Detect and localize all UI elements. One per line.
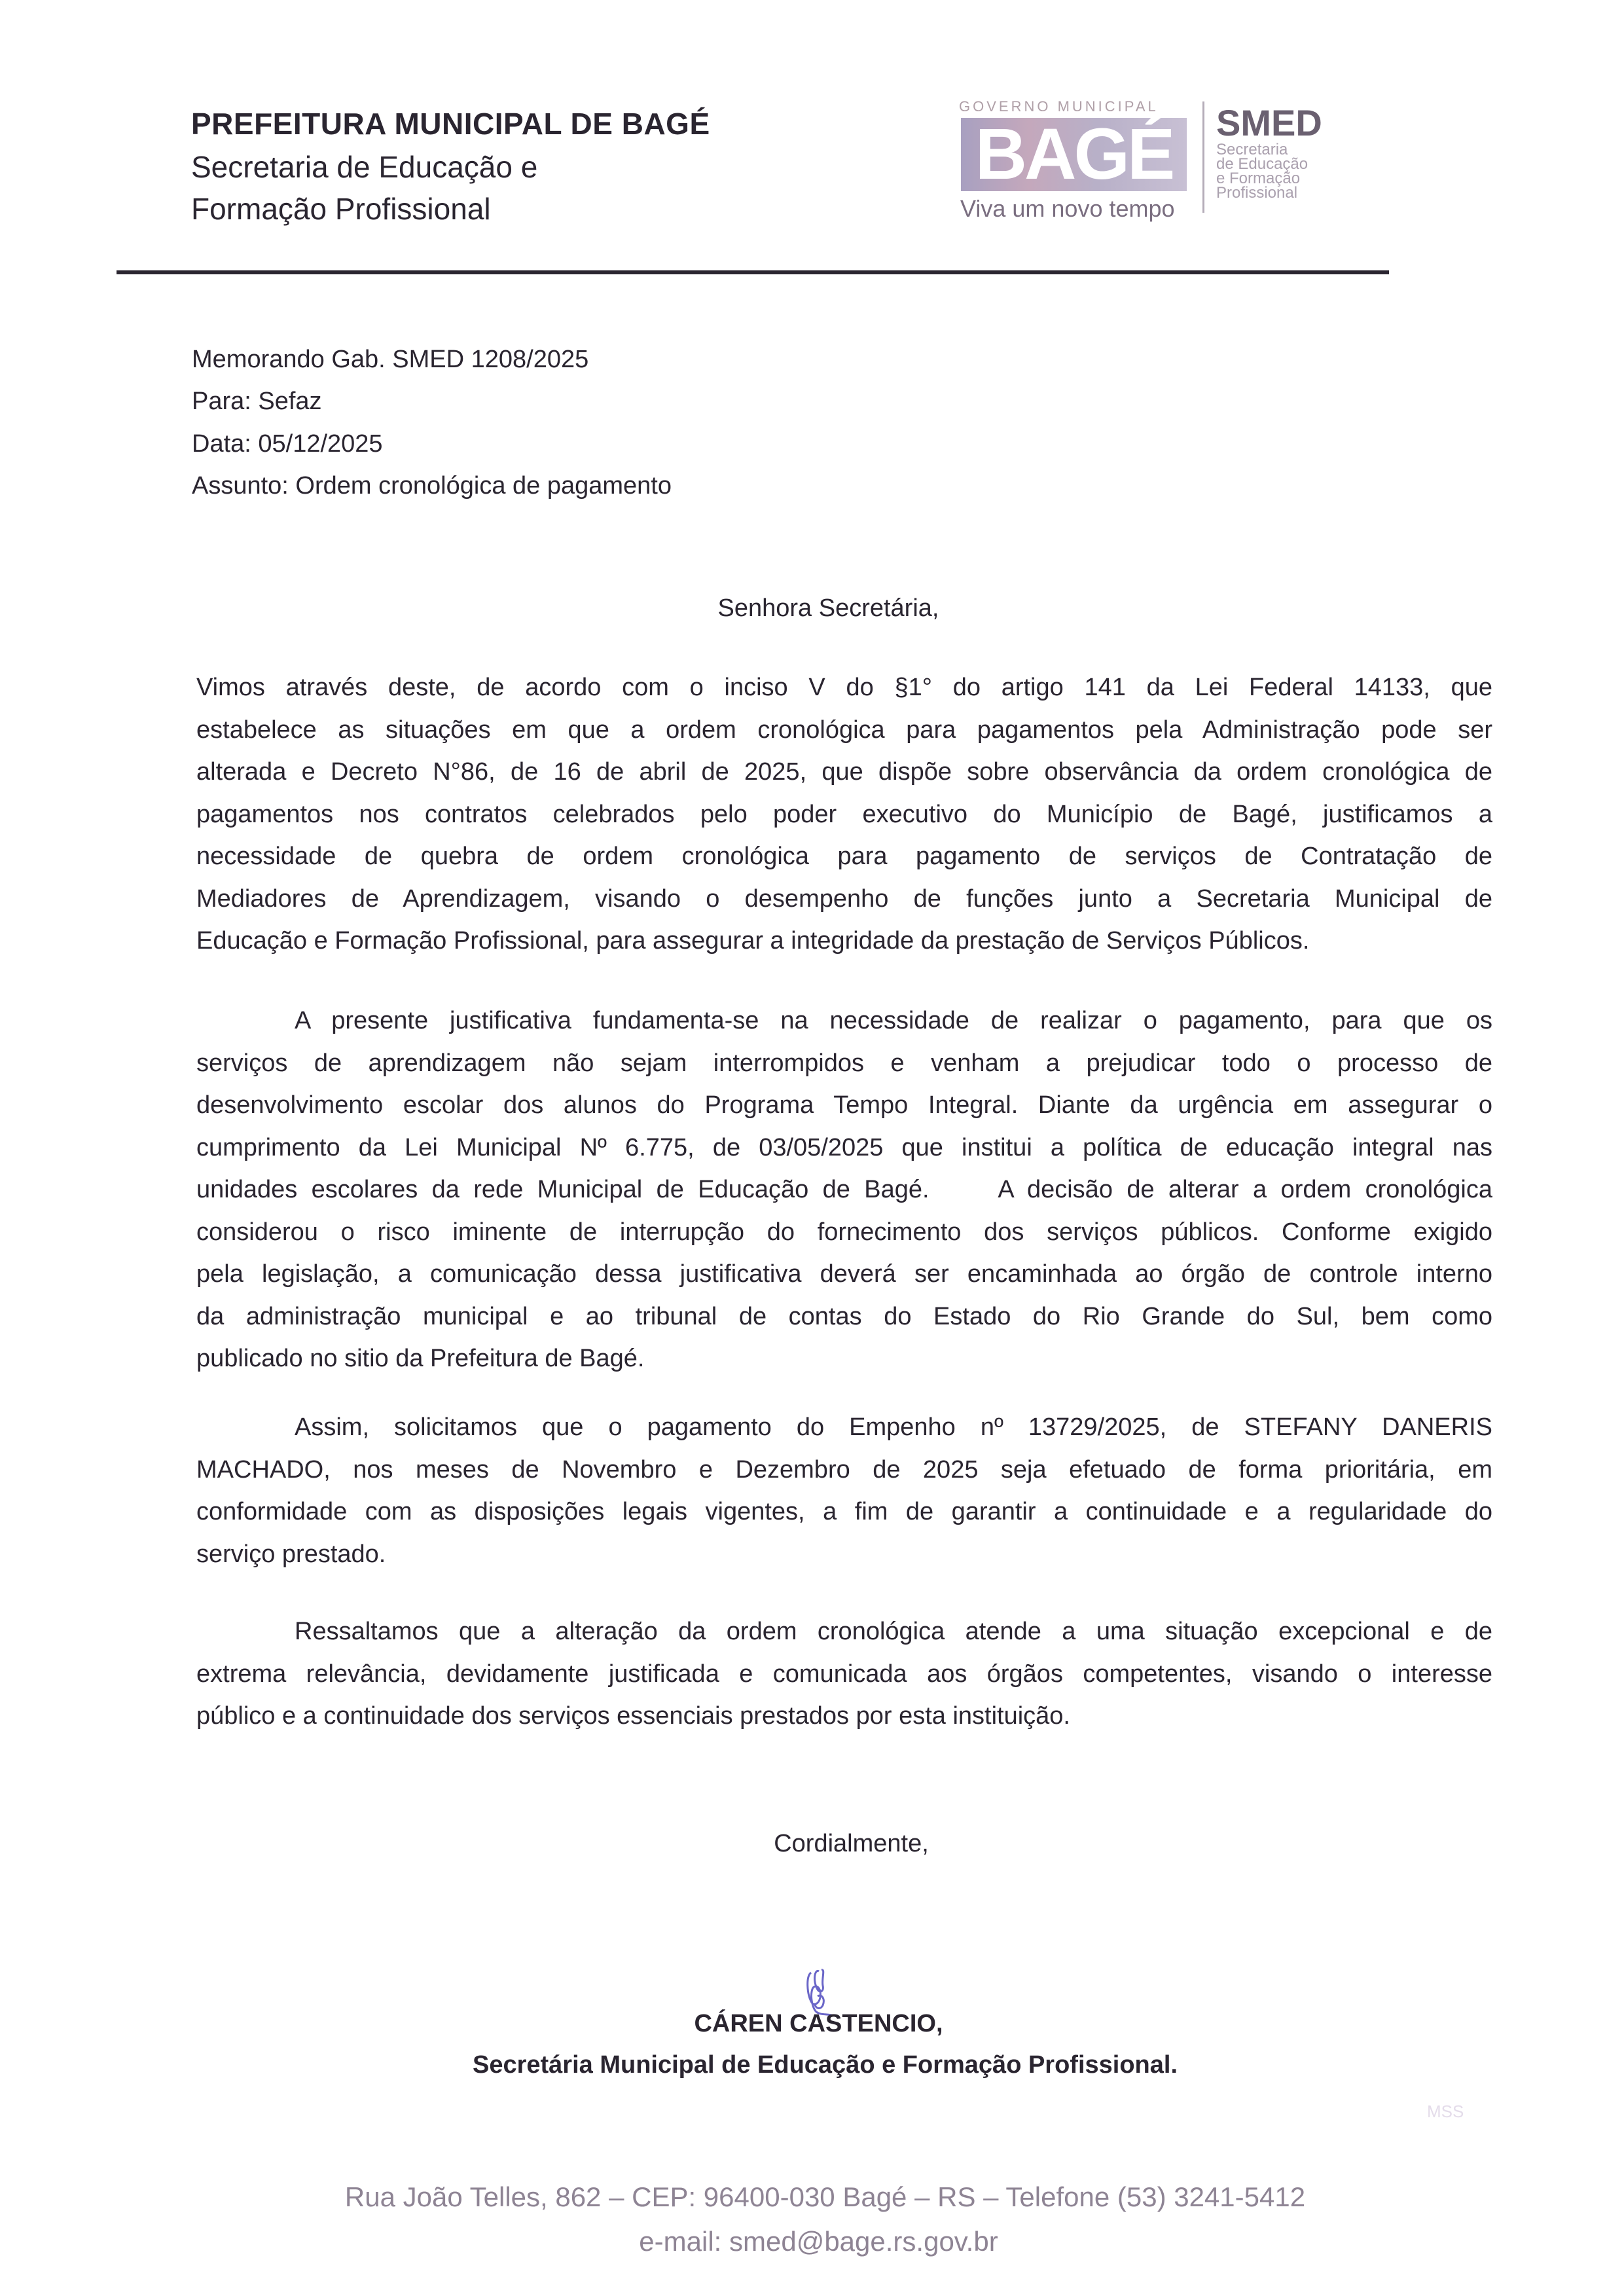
paragraph-line: conformidade com as disposições legais vigentes, a fim de garantir a continuidade e a regularidade do xyxy=(196,1498,1492,1525)
department-name-line2: Formação Profissional xyxy=(191,192,491,226)
paragraph-line: publicado no sitio da Prefeitura de Bagé. xyxy=(196,1345,645,1372)
paragraph-line: público e a continuidade dos serviços essenciais prestados por esta instituição. xyxy=(196,1702,1070,1730)
paragraph-line: Ressaltamos que a alteração da ordem cronológica atende a uma situação excepcional e de xyxy=(295,1618,1492,1645)
paragraph-line: serviço prestado. xyxy=(196,1540,386,1568)
paragraph-line: da administração municipal e ao tribunal de contas do Estado do Rio Grande do Sul, bem como xyxy=(196,1302,1492,1330)
paragraph-line: A presente justificativa fundamenta-se na necessidade de realizar o pagamento, para que os xyxy=(295,1007,1492,1034)
smed-sub-line: Secretaria xyxy=(1216,141,1288,158)
paragraph-line: Assim, solicitamos que o pagamento do Empenho nº 13729/2025, de STEFANY DANERIS xyxy=(295,1413,1492,1441)
smed-sub-line: e Formação xyxy=(1216,170,1301,187)
memo-date: Data: 05/12/2025 xyxy=(192,430,383,458)
signatory-role: Secretária Municipal de Educação e Formação Profissional. xyxy=(472,2051,1178,2079)
institution-title: PREFEITURA MUNICIPAL DE BAGÉ xyxy=(191,107,710,141)
footer-address: Rua João Telles, 862 – CEP: 96400-030 Bagé – RS – Telefone (53) 3241-5412 xyxy=(344,2181,1306,2212)
paragraph-line: pela legislação, a comunicação dessa justificativa deverá ser encaminhada ao órgão de controle interno xyxy=(196,1260,1492,1288)
smed-sub-line: Profissional xyxy=(1216,184,1298,202)
signatory-name: CÁREN CASTENCIO, xyxy=(694,2010,943,2037)
paragraph-line: unidades escolares da rede Municipal de Educação de Bagé. A decisão de alterar a ordem cronológica xyxy=(196,1176,1492,1203)
logo-city-mark: BAGÉ xyxy=(961,118,1187,191)
paragraph-line: cumprimento da Lei Municipal Nº 6.775, de 03/05/2025 que institui a política de educação integral nas xyxy=(196,1133,1492,1161)
watermark: MSS xyxy=(1427,2102,1464,2121)
memo-recipient: Para: Sefaz xyxy=(192,388,322,415)
department-name-line1: Secretaria de Educação e xyxy=(191,150,538,184)
memo-subject: Assunto: Ordem cronológica de pagamento xyxy=(192,472,672,500)
paragraph-line: considerou o risco iminente de interrupção do fornecimento dos serviços públicos. Conforme exigido xyxy=(196,1218,1492,1246)
body-paragraph-3 xyxy=(196,1406,1492,1575)
memo-number: Memorando Gab. SMED 1208/2025 xyxy=(192,346,589,373)
logo-slogan: Viva um novo tempo xyxy=(960,195,1175,222)
body-paragraph-2 xyxy=(196,1000,1492,1380)
paragraph-line: Educação e Formação Profissional, para assegurar a integridade da prestação de Serviços Públicos. xyxy=(196,927,1310,955)
paragraph-line: pagamentos nos contratos celebrados pelo poder executivo do Município de Bagé, justificamos a xyxy=(196,800,1492,828)
paragraph-line: estabelece as situações em que a ordem cronológica para pagamentos pela Administração pode ser xyxy=(196,716,1492,744)
body-paragraph-1 xyxy=(196,666,1492,962)
paragraph-line: alterada e Decreto N°86, de 16 de abril de 2025, que dispõe sobre observância da ordem cronológica de xyxy=(196,758,1492,786)
logo-divider xyxy=(1202,101,1204,213)
bage-logo xyxy=(959,98,1198,223)
paragraph-line: Mediadores de Aprendizagem, visando o desempenho de funções junto a Secretaria Municipal de xyxy=(196,884,1492,913)
closing: Cordialmente, xyxy=(774,1830,929,1857)
paragraph-line: Vimos através deste, de acordo com o inciso V do §1° do artigo 141 da Lei Federal 14133, que xyxy=(196,674,1492,701)
paragraph-line: extrema relevância, devidamente justificada e comunicada aos órgãos competentes, visando o interesse xyxy=(196,1660,1492,1688)
paragraph-line: desenvolvimento escolar dos alunos do Programa Tempo Integral. Diante da urgência em assegurar o xyxy=(196,1091,1492,1119)
header-divider xyxy=(117,270,1389,274)
logo-top-text: GOVERNO MUNICIPAL xyxy=(959,98,1159,115)
smed-logo-text: SMED xyxy=(1216,102,1322,143)
body-paragraph-4 xyxy=(196,1611,1492,1738)
smed-logo-subtitle xyxy=(1216,143,1347,200)
smed-sub-line: de Educação xyxy=(1216,155,1308,173)
paragraph-line: necessidade de quebra de ordem cronológica para pagamento de serviços de Contratação de xyxy=(196,843,1492,870)
paragraph-line: serviços de aprendizagem não sejam interrompidos e venham a prejudicar todo o processo de xyxy=(196,1049,1492,1077)
footer-email[interactable]: e-mail: smed@bage.rs.gov.br xyxy=(639,2226,998,2257)
paragraph-line: MACHADO, nos meses de Novembro e Dezembro de 2025 seja efetuado de forma prioritária, em xyxy=(196,1455,1492,1484)
salutation: Senhora Secretária, xyxy=(717,594,939,622)
